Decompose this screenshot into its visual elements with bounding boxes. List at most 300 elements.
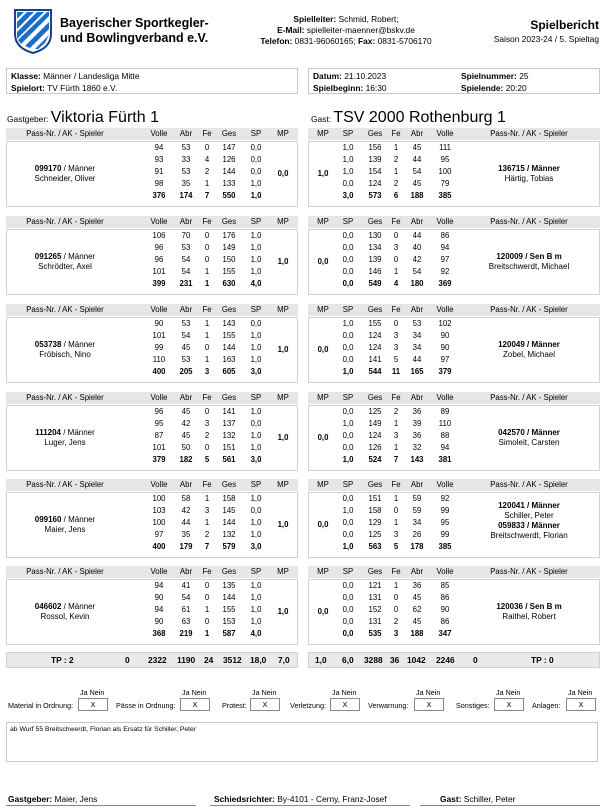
home-throw-cell: 1,0 (250, 179, 262, 188)
home-throw-cell: 0,0 (250, 506, 262, 515)
home-throw-cell: 1,0 (250, 530, 262, 539)
guest-throw-cell: 0,0 (342, 407, 354, 416)
guest-throw-cell: 0,0 (342, 593, 354, 602)
guest-throw-cell: 99 (440, 530, 450, 539)
guest-sum-cell: 563 (368, 542, 382, 551)
guest-throw-cell: 44 (412, 231, 422, 240)
season-info: Saison 2023-24 / 5. Spieltag (493, 34, 599, 44)
guest-throw-cell: 1,0 (342, 319, 354, 328)
guest-player-pass-line: 059833 / Männer (498, 521, 560, 530)
signature-host (8, 794, 97, 804)
association-name-line1: Bayerischer Sportkegler- (60, 16, 209, 30)
guest-throw-cell: 34 (412, 331, 422, 340)
guest-throw-cell: 129 (368, 518, 382, 527)
klasse-value: Männer / Landesliga Mitte (43, 71, 140, 81)
guest-col-header: MP (317, 393, 329, 402)
guest-col-header: Pass-Nr. / AK - Spieler (490, 393, 568, 402)
guest-col-header: MP (317, 129, 329, 138)
home-col-header: Volle (150, 567, 168, 576)
home-sum-cell: 231 (179, 279, 193, 288)
home-throw-cell: 42 (181, 419, 191, 428)
guest-throw-cell: 0,0 (342, 231, 354, 240)
home-player (6, 515, 124, 535)
home-sum-cell: 376 (152, 191, 166, 200)
guest-throw-cell: 1,0 (342, 143, 354, 152)
guest-sum-cell: 1,0 (342, 542, 354, 551)
home-team-name: Viktoria Fürth 1 (50, 109, 159, 126)
guest-col-header: Volle (436, 567, 454, 576)
remarks-box: ab Wurf 55 Breitschwerdt, Florian als Ersatz für Schiller, Peter (6, 722, 598, 762)
guest-throw-cell: 97 (440, 355, 450, 364)
guest-player-pass-line: 042570 / Männer (498, 428, 560, 437)
home-player-pass: 111204 (35, 428, 61, 437)
guest-throw-cell: 1,0 (342, 155, 354, 164)
home-throw-cell: 90 (154, 593, 164, 602)
guest-player (460, 164, 598, 184)
home-throw-cell: 151 (222, 443, 236, 452)
guest-throw-cell: 1 (393, 419, 399, 428)
home-throw-cell: 54 (181, 267, 191, 276)
home-throw-cell: 143 (222, 319, 236, 328)
home-sum-cell: 368 (152, 629, 166, 638)
home-sum-cell: 579 (222, 542, 236, 551)
home-col-header: MP (277, 129, 289, 138)
home-col-header: Volle (150, 393, 168, 402)
home-throw-cell: 96 (154, 407, 164, 416)
guest-col-header: Fe (391, 393, 401, 402)
home-sum-cell: 4,0 (250, 279, 262, 288)
home-throw-cell: 4 (204, 155, 210, 164)
guest-sum-cell: 180 (410, 279, 424, 288)
guest-sum-cell: 369 (438, 279, 452, 288)
guest-totals-bar (308, 652, 600, 668)
guest-col-header: Volle (436, 129, 454, 138)
home-col-header: Ges (221, 305, 237, 314)
guest-sum-cell: 143 (410, 455, 424, 464)
guest-col-header: SP (342, 217, 354, 226)
guest-col-header: Abr (410, 393, 424, 402)
home-throw-cell: 2 (204, 530, 210, 539)
guest-throw-cell: 92 (440, 494, 450, 503)
report-heading (494, 18, 599, 44)
home-throw-cell: 96 (154, 255, 164, 264)
home-player-ak: Männer (68, 515, 96, 524)
guest-sum-cell: 0,0 (342, 629, 354, 638)
guest-throw-cell: 36 (412, 407, 422, 416)
home-col-header: SP (250, 217, 262, 226)
guest-col-header: Abr (410, 305, 424, 314)
guest-throw-cell: 0,0 (342, 267, 354, 276)
guest-mp-value: 0,0 (317, 607, 329, 616)
guest-sum-cell: 549 (368, 279, 382, 288)
guest-col-header: Ges (367, 217, 383, 226)
guest-throw-cell: 139 (368, 255, 382, 264)
signature-guest (440, 794, 515, 804)
guest-col-header: Fe (391, 129, 401, 138)
home-throw-cell: 53 (181, 243, 191, 252)
guest-throw-cell: 0,0 (342, 355, 354, 364)
home-throw-cell: 1,0 (250, 617, 262, 626)
guest-throw-cell: 152 (368, 605, 382, 614)
home-throw-cell: 110 (152, 355, 166, 364)
home-sum-cell: 550 (222, 191, 236, 200)
guest-throw-cell: 95 (440, 155, 450, 164)
home-col-header: Fe (202, 393, 212, 402)
guest-mp-value: 0,0 (317, 520, 329, 529)
ende-value: 20:20 (505, 83, 527, 93)
check-box[interactable]: X (566, 698, 596, 711)
guest-throw-cell: 85 (440, 581, 450, 590)
guest-throw-cell: 0 (393, 255, 399, 264)
home-col-header: Pass-Nr. / AK - Spieler (26, 217, 104, 226)
guest-throw-cell: 3 (393, 331, 399, 340)
home-sum-cell: 3,0 (250, 367, 262, 376)
home-col-header: Volle (150, 480, 168, 489)
home-throw-cell: 1,0 (250, 231, 262, 240)
home-block-1 (6, 128, 298, 208)
guest-throw-cell: 42 (412, 255, 422, 264)
home-throw-cell: 0 (204, 407, 210, 416)
guest-throw-cell: 146 (368, 267, 382, 276)
home-throw-cell: 144 (222, 518, 236, 527)
tel-value: 0831-96060165; (294, 36, 356, 46)
guest-player-pass-line: 120049 / Männer (498, 340, 560, 349)
home-block-4 (6, 392, 298, 472)
home-col-header: SP (250, 567, 262, 576)
home-player-ak: Männer (67, 428, 95, 437)
ja-nein-label: Ja Nein (80, 688, 105, 697)
guest-col-header: SP (342, 305, 354, 314)
guest-throw-cell: 54 (412, 267, 422, 276)
guest-player-pass-line: 120009 / Sen B m (496, 252, 562, 261)
guest-throw-cell: 0,0 (342, 518, 354, 527)
home-col-header: Volle (150, 129, 168, 138)
home-throw-cell: 33 (181, 155, 191, 164)
guest-sum-cell: 385 (438, 191, 452, 200)
home-throw-cell: 0,0 (250, 419, 262, 428)
association-name (60, 16, 209, 46)
guest-throw-cell: 89 (440, 407, 450, 416)
home-throw-cell: 90 (154, 617, 164, 626)
guest-throw-cell: 2 (393, 617, 399, 626)
guest-player-name: Breitschwerdt, Michael (488, 262, 570, 271)
home-col-header: Abr (179, 480, 193, 489)
home-throw-cell: 1 (204, 319, 210, 328)
home-throw-cell: 1 (204, 605, 210, 614)
home-col-header: MP (277, 217, 289, 226)
ende-label: Spielende: (461, 83, 504, 93)
sig-host-label: Gastgeber: (8, 794, 53, 804)
home-throw-cell: 0,0 (250, 167, 262, 176)
home-col-header: SP (250, 393, 262, 402)
guest-col-header: SP (342, 393, 354, 402)
home-throw-cell: 53 (181, 167, 191, 176)
guest-throw-cell: 0,0 (342, 255, 354, 264)
home-throw-cell: 35 (181, 530, 191, 539)
home-col-header: Fe (202, 480, 212, 489)
nummer-label: Spielnummer: (461, 71, 517, 81)
beginn-value: 16:30 (365, 83, 387, 93)
home-sum-cell: 4,0 (250, 629, 262, 638)
home-throw-cell: 144 (222, 167, 236, 176)
home-throw-cell: 155 (222, 605, 236, 614)
home-sum-cell: 400 (152, 367, 166, 376)
check-box[interactable]: X (494, 698, 524, 711)
home-throw-cell: 150 (222, 255, 236, 264)
home-player-pass: 091265 (34, 252, 62, 261)
home-sum-cell: 179 (179, 542, 193, 551)
home-player-pass: 053738 (34, 340, 62, 349)
sig-line-ref (210, 805, 410, 806)
home-sum-cell: 7 (204, 542, 210, 551)
guest-throw-cell: 124 (368, 343, 382, 352)
guest-sum-cell: 4 (393, 279, 399, 288)
home-player-pass-line: 111204 / Männer (35, 428, 95, 437)
home-throw-cell: 1,0 (250, 355, 262, 364)
home-player-name: Maier, Jens (44, 525, 86, 534)
guest-col-header: Volle (436, 305, 454, 314)
home-throw-cell: 0 (204, 581, 210, 590)
home-throw-cell: 44 (181, 518, 191, 527)
home-col-header: SP (250, 129, 262, 138)
leiter-name: Schmid, Robert; (338, 14, 399, 24)
guest-throw-cell: 45 (412, 593, 422, 602)
guest-throw-cell: 45 (412, 143, 422, 152)
home-sum-cell: 1 (204, 629, 210, 638)
home-col-header: Ges (221, 567, 237, 576)
home-throw-cell: 106 (152, 231, 166, 240)
home-throw-cell: 132 (222, 530, 236, 539)
check-label: Verwarnung: (368, 701, 409, 710)
guest-player-name: Härtig, Tobias (504, 174, 554, 183)
home-totals-bar (6, 652, 298, 668)
check-box[interactable]: X (78, 698, 108, 711)
home-block-5 (6, 479, 298, 559)
home-throw-cell: 1,0 (250, 267, 262, 276)
home-throw-cell: 1,0 (250, 518, 262, 527)
home-player-name: Schneider, Oliver (34, 174, 96, 183)
home-sum-cell: 379 (152, 455, 166, 464)
guest-sum-cell: 6 (393, 191, 399, 200)
guest-throw-cell: 45 (412, 179, 422, 188)
home-throw-cell: 1,0 (250, 593, 262, 602)
home-mp-value: 1,0 (277, 345, 289, 354)
home-col-header: MP (277, 480, 289, 489)
guest-throw-cell: 0,0 (342, 581, 354, 590)
home-player-pass: 099170 (34, 164, 62, 173)
guest-team-heading (311, 109, 506, 127)
guest-throw-cell: 0,0 (342, 605, 354, 614)
guest-total-mp: 1,0 (315, 655, 327, 665)
guest-throw-cell: 92 (440, 267, 450, 276)
home-throw-cell: 94 (154, 605, 164, 614)
guest-throw-cell: 3 (393, 431, 399, 440)
home-col-header: Pass-Nr. / AK - Spieler (26, 480, 104, 489)
guest-throw-cell: 1 (393, 494, 399, 503)
home-col-header: Abr (179, 567, 193, 576)
home-throw-cell: 99 (154, 343, 164, 352)
guest-col-header: Ges (367, 129, 383, 138)
check-box[interactable]: X (250, 698, 280, 711)
guest-throw-cell: 95 (440, 518, 450, 527)
beginn-label: Spielbeginn: (313, 83, 364, 93)
home-throw-cell: 144 (222, 343, 236, 352)
home-throw-cell: 149 (222, 243, 236, 252)
home-throw-cell: 0 (204, 243, 210, 252)
home-throw-cell: 70 (181, 231, 191, 240)
home-total-sp: 18,0 (250, 655, 267, 665)
home-mp-value: 1,0 (277, 607, 289, 616)
home-throw-cell: 0 (204, 343, 210, 352)
ja-nein-label: Ja Nein (332, 688, 357, 697)
guest-total-abr: 1042 (407, 655, 426, 665)
guest-sum-cell: 535 (368, 629, 382, 638)
guest-block-4 (308, 392, 600, 472)
guest-sum-cell: 1,0 (342, 455, 354, 464)
home-throw-cell: 54 (181, 331, 191, 340)
signature-referee (214, 794, 387, 804)
home-col-header: MP (277, 393, 289, 402)
home-player-name: Luger, Jens (44, 438, 86, 447)
home-throw-cell: 0 (204, 231, 210, 240)
guest-throw-cell: 26 (412, 530, 422, 539)
home-mp-value: 1,0 (277, 257, 289, 266)
home-total-ges: 3512 (223, 655, 242, 665)
home-throw-cell: 53 (181, 319, 191, 328)
guest-sum-cell: 544 (368, 367, 382, 376)
guest-team-name: TSV 2000 Rothenburg 1 (333, 109, 506, 126)
guest-col-header: Ges (367, 567, 383, 576)
home-throw-cell: 101 (152, 331, 166, 340)
guest-throw-cell: 0,0 (342, 530, 354, 539)
check-box[interactable]: X (414, 698, 444, 711)
ja-nein-label: Ja Nein (182, 688, 207, 697)
home-mp-value: 1,0 (277, 433, 289, 442)
home-sum-cell: 219 (179, 629, 193, 638)
home-throw-cell: 1,0 (250, 581, 262, 590)
home-throw-cell: 96 (154, 243, 164, 252)
home-team-heading (7, 109, 159, 127)
home-sum-cell: 400 (152, 542, 166, 551)
home-throw-cell: 91 (154, 167, 164, 176)
guest-throw-cell: 149 (368, 419, 382, 428)
home-throw-cell: 35 (181, 179, 191, 188)
guest-mp-value: 0,0 (317, 433, 329, 442)
guest-throw-cell: 131 (368, 593, 382, 602)
guest-total-volle: 2246 (436, 655, 455, 665)
email-link[interactable]: spielleiter-maenner@bskv.de (306, 25, 415, 35)
guest-throw-cell: 111 (439, 143, 451, 152)
guest-throw-cell: 62 (412, 605, 422, 614)
guest-block-1 (308, 128, 600, 208)
home-throw-cell: 63 (181, 617, 191, 626)
guest-block-2 (308, 216, 600, 296)
home-throw-cell: 1 (204, 494, 210, 503)
guest-throw-cell: 99 (440, 506, 450, 515)
guest-throw-cell: 54 (412, 167, 422, 176)
home-throw-cell: 1,0 (250, 331, 262, 340)
guest-label: Gast: (311, 114, 332, 124)
home-player-pass: 046602 (34, 602, 62, 611)
guest-throw-cell: 130 (368, 231, 382, 240)
home-throw-cell: 141 (222, 407, 236, 416)
guest-player (460, 501, 598, 541)
guest-col-header: Pass-Nr. / AK - Spieler (490, 480, 568, 489)
home-col-header: Ges (221, 480, 237, 489)
fax-label: Fax: (358, 36, 376, 46)
home-throw-cell: 54 (181, 255, 191, 264)
guest-throw-cell: 139 (368, 155, 382, 164)
guest-throw-cell: 39 (412, 419, 422, 428)
home-total-fe: 24 (204, 655, 214, 665)
guest-throw-cell: 0,0 (342, 343, 354, 352)
guest-throw-cell: 0,0 (342, 617, 354, 626)
home-block-3 (6, 304, 298, 384)
guest-throw-cell: 88 (440, 431, 450, 440)
home-col-header: Pass-Nr. / AK - Spieler (26, 567, 104, 576)
guest-throw-cell: 1 (393, 443, 399, 452)
home-col-header: MP (277, 305, 289, 314)
association-logo-icon (12, 8, 54, 54)
guest-throw-cell: 94 (440, 243, 450, 252)
guest-throw-cell: 0,0 (342, 443, 354, 452)
home-throw-cell: 133 (222, 179, 236, 188)
guest-col-header: Ges (367, 305, 383, 314)
home-throw-cell: 100 (152, 494, 166, 503)
guest-throw-cell: 125 (368, 530, 382, 539)
guest-player-pass-line: 136715 / Männer (498, 164, 560, 173)
home-total-abr: 1190 (177, 655, 196, 665)
guest-throw-cell: 90 (440, 343, 450, 352)
guest-col-header: Volle (436, 217, 454, 226)
home-throw-cell: 1,0 (250, 243, 262, 252)
guest-col-header: Pass-Nr. / AK - Spieler (490, 567, 568, 576)
guest-throw-cell: 1 (393, 581, 399, 590)
leiter-label: Spielleiter: (293, 14, 337, 24)
guest-sum-cell: 524 (368, 455, 382, 464)
check-box[interactable]: X (330, 698, 360, 711)
guest-throw-cell: 59 (412, 506, 422, 515)
guest-throw-cell: 0 (393, 506, 399, 515)
guest-player (460, 602, 598, 622)
home-throw-cell: 45 (181, 431, 191, 440)
sig-line-host (6, 805, 196, 806)
guest-throw-cell: 0,0 (342, 431, 354, 440)
guest-sum-cell: 11 (391, 367, 401, 376)
guest-throw-cell: 3 (393, 530, 399, 539)
sig-guest-name: Schiller, Peter (463, 794, 516, 804)
guest-throw-cell: 36 (412, 431, 422, 440)
guest-mp-value: 0,0 (317, 257, 329, 266)
fax-value: 0831-5706170 (377, 36, 432, 46)
home-col-header: Ges (221, 393, 237, 402)
guest-throw-cell: 0,0 (342, 331, 354, 340)
home-throw-cell: 61 (181, 605, 191, 614)
home-throw-cell: 93 (154, 155, 164, 164)
home-col-header: Abr (179, 305, 193, 314)
home-throw-cell: 126 (222, 155, 236, 164)
check-box[interactable]: X (180, 698, 210, 711)
home-player (6, 428, 124, 448)
home-throw-cell: 1 (204, 331, 210, 340)
home-block-2 (6, 216, 298, 296)
home-player (6, 252, 124, 272)
home-throw-cell: 50 (181, 443, 191, 452)
guest-throw-cell: 3 (393, 243, 399, 252)
check-label: Pässe in Ordnung: (116, 701, 176, 710)
guest-throw-cell: 158 (368, 506, 382, 515)
home-throw-cell: 137 (222, 419, 236, 428)
